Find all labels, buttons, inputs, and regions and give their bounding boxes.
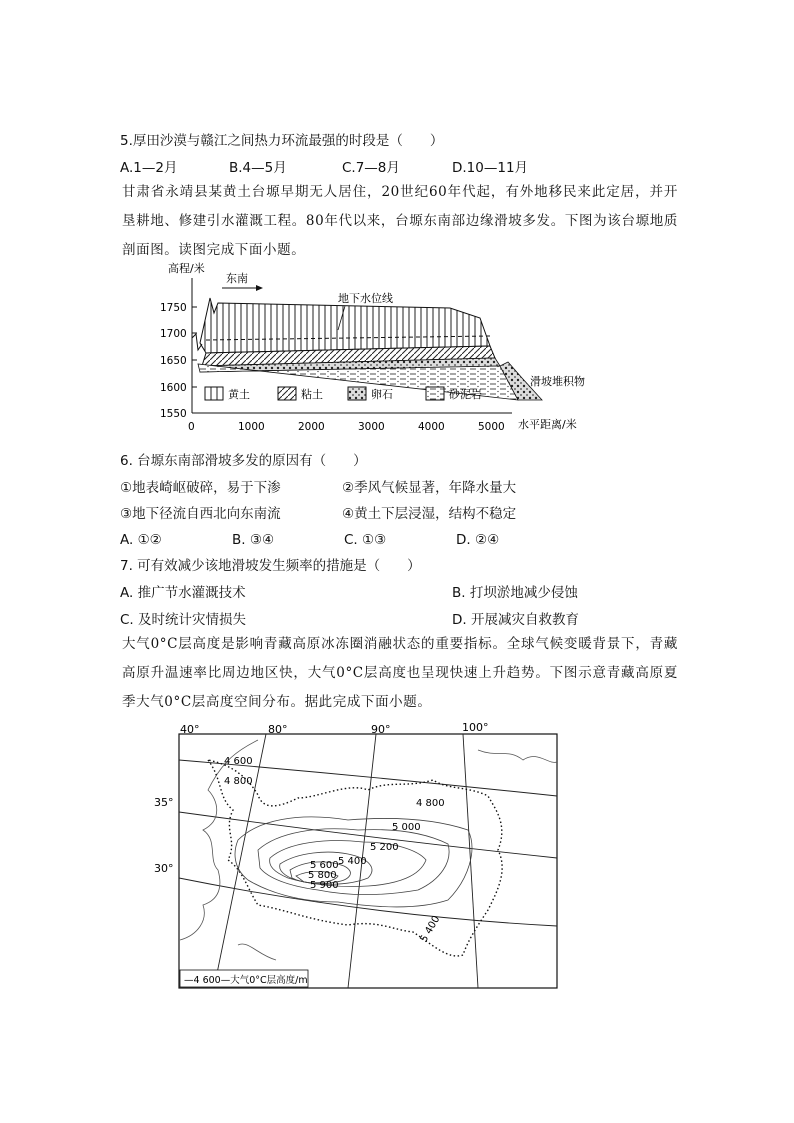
- q6-option-a[interactable]: A. ①②: [120, 532, 162, 548]
- q6-stem: 6. 台塬东南部滑坡多发的原因有（ ）: [120, 453, 367, 469]
- contour-label-5200: 5 200: [370, 842, 399, 853]
- legend-loess-label: 黄土: [228, 388, 250, 401]
- lon-label-100: 100°: [462, 721, 489, 734]
- landslide-label: 滑坡堆积物: [530, 375, 585, 388]
- q6-item-3: ③地下径流自西北向东南流: [120, 506, 281, 522]
- q7-option-c[interactable]: C. 及时统计灾情损失: [120, 612, 247, 628]
- y-tick-1600: 1600: [160, 382, 187, 394]
- q7-stem: 7. 可有效减少该地滑坡发生频率的措施是（ ）: [120, 558, 421, 574]
- q6-item-2: ②季风气候显著，年降水量大: [342, 480, 517, 496]
- groundwater-label: 地下水位线: [338, 292, 393, 305]
- contour-label-4800-east: 4 800: [416, 798, 445, 809]
- contour-label-4600: 4 600: [224, 756, 253, 767]
- q5-option-b[interactable]: B.4—5月: [229, 160, 287, 176]
- x-tick-4000: 4000: [418, 421, 445, 433]
- legend-clay-swatch: [278, 387, 296, 400]
- q6-option-c[interactable]: C. ①③: [344, 532, 387, 548]
- lat-label-30: 30°: [154, 862, 174, 875]
- contour-label-4800-west: 4 800: [224, 776, 253, 787]
- q7-option-b[interactable]: B. 打坝淤地减少侵蚀: [452, 585, 578, 601]
- q5-stem: 5.厚田沙漠与赣江之间热力环流最强的时段是（ ）: [120, 133, 444, 149]
- y-tick-1750: 1750: [160, 302, 187, 314]
- legend-clay-label: 粘土: [301, 388, 323, 401]
- x-tick-1000: 1000: [238, 421, 265, 433]
- q7-option-d[interactable]: D. 开展减灾自救教育: [452, 612, 579, 628]
- q7-option-a[interactable]: A. 推广节水灌溉技术: [120, 585, 246, 601]
- x-tick-0: 0: [188, 421, 195, 433]
- contour-label-5400: 5 400: [338, 856, 367, 867]
- profile-x-title: 水平距离/米: [518, 418, 577, 431]
- contour-label-5400-south: 5 400: [418, 914, 443, 945]
- x-tick-5000: 5000: [478, 421, 505, 433]
- q6-item-1: ①地表崎岖破碎，易于下渗: [120, 480, 281, 496]
- contour-label-5000: 5 000: [392, 822, 421, 833]
- passage-loess-tableland: 甘肃省永靖县某黄土台塬早期无人居住，20世纪60年代起，有外地移民来此定居，并开垦耕地、修建引水灌溉工程。80年代以来，台塬东南部边缘滑坡多发。下图为该台塬地质剖面图。读图完成下面小题。: [122, 184, 678, 258]
- q5-option-a[interactable]: A.1—2月: [120, 160, 178, 176]
- q6-option-b[interactable]: B. ③④: [232, 532, 275, 548]
- y-tick-1700: 1700: [160, 328, 187, 340]
- lon-label-40: 40°: [180, 723, 200, 736]
- legend-sandstone-label: 砂泥岩: [449, 388, 482, 401]
- contour-label-5800: 5 800: [308, 870, 337, 881]
- tibet-plateau-map: [154, 720, 558, 990]
- contour-label-5900: 5 900: [310, 880, 339, 891]
- lat-label-35: 35°: [154, 796, 174, 809]
- y-tick-1550: 1550: [160, 408, 187, 420]
- passage-zero-degree-layer: 大气0°C层高度是影响青藏高原冰冻圈消融状态的重要指标。全球气候变暖背景下，青藏高原升温速率比周边地区快，大气0°C层高度也呈现快速上升趋势。下图示意青藏高原夏季大气0°C层高度空间分布。据此完成下面小题。: [122, 636, 678, 710]
- lon-label-90: 90°: [371, 723, 391, 736]
- y-tick-1650: 1650: [160, 355, 187, 367]
- x-tick-2000: 2000: [298, 421, 325, 433]
- map-legend-label: —4 600—大气0°C层高度/m: [184, 975, 308, 986]
- legend-loess-swatch: [205, 387, 223, 400]
- legend-pebble-swatch: [348, 387, 366, 400]
- geological-profile-figure: [150, 258, 620, 438]
- direction-label: 东南: [226, 272, 248, 285]
- q5-option-c[interactable]: C.7—8月: [342, 160, 400, 176]
- legend-sandstone-swatch: [426, 387, 444, 400]
- legend-pebble-label: 卵石: [371, 388, 393, 401]
- q6-item-4: ④黄土下层浸湿，结构不稳定: [342, 506, 517, 522]
- x-tick-3000: 3000: [358, 421, 385, 433]
- q6-option-d[interactable]: D. ②④: [456, 532, 500, 548]
- q5-option-d[interactable]: D.10—11月: [452, 160, 529, 176]
- lon-label-80: 80°: [268, 723, 288, 736]
- contour-label-5600: 5 600: [310, 860, 339, 871]
- profile-y-title: 高程/米: [168, 262, 205, 275]
